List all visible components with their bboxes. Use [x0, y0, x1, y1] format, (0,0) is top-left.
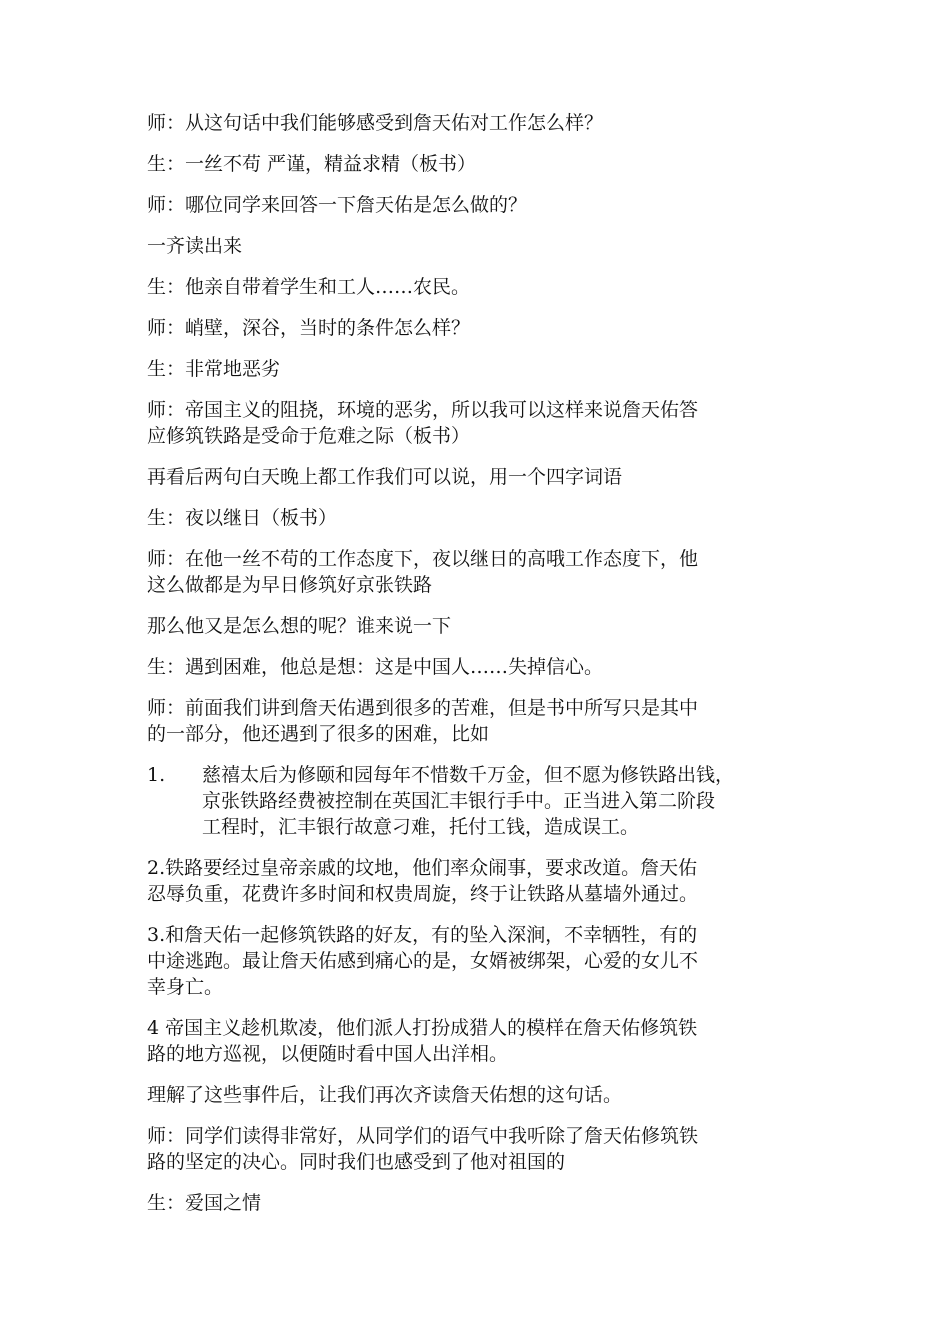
paragraph: [147, 356, 807, 382]
text-line: 生：爱国之情: [147, 1192, 262, 1214]
text-line: 生：一丝不苟 严谨，精益求精（板书）: [147, 153, 477, 175]
text-line: 师：前面我们讲到詹天佑遇到很多的苦难，但是书中所写只是其中: [147, 697, 699, 719]
text-line: 的一部分，他还遇到了很多的困难，比如: [147, 723, 490, 745]
text-line: 一齐读出来: [147, 235, 243, 257]
lesson-transcript: [147, 110, 807, 1231]
paragraph: [147, 613, 807, 639]
text-line: 生：遇到困难，他总是想：这是中国人……失掉信心。: [147, 656, 604, 678]
paragraph: [147, 1190, 807, 1216]
text-line: 师：从这句话中我们能够感受到詹天佑对工作怎么样？: [147, 112, 604, 134]
paragraph: [147, 546, 807, 598]
text-line: 4 帝国主义趁机欺凌，他们派人打扮成猎人的模样在詹天佑修筑铁: [147, 1017, 698, 1039]
numbered-item-4: [147, 1015, 807, 1067]
text-line: 3.和詹天佑一起修筑铁路的好友，有的坠入深涧，不幸牺牲，有的: [147, 924, 698, 946]
text-line: 应修筑铁路是受命于危难之际（板书）: [147, 425, 471, 447]
paragraph: [147, 1123, 807, 1175]
text-line: 路的地方巡视，以便随时看中国人出洋相。: [147, 1043, 509, 1065]
paragraph: [147, 1082, 807, 1108]
text-line: 2.铁路要经过皇帝亲戚的坟地，他们率众闹事，要求改道。詹天佑: [147, 857, 698, 879]
item-number: 1.: [147, 764, 166, 786]
numbered-item-2: [147, 855, 807, 907]
text-line: 那么他又是怎么想的呢？谁来说一下: [147, 615, 452, 637]
text-line: 路的坚定的决心。同时我们也感受到了他对祖国的: [147, 1151, 566, 1173]
paragraph: [147, 233, 807, 259]
paragraph: [147, 397, 807, 449]
text-line: 师：帝国主义的阻挠，环境的恶劣，所以我可以这样来说詹天佑答: [147, 399, 699, 421]
paragraph: [147, 654, 807, 680]
text-line: 生：夜以继日（板书）: [147, 507, 338, 529]
text-line: 师：在他一丝不苟的工作态度下，夜以继日的高哦工作态度下，他: [147, 548, 699, 570]
paragraph: [147, 695, 807, 747]
text-line: 中途逃跑。最让詹天佑感到痛心的是，女婿被绑架，心爱的女儿不: [147, 950, 699, 972]
paragraph: [147, 110, 807, 136]
text-line: 理解了这些事件后，让我们再次齐读詹天佑想的这句话。: [147, 1084, 623, 1106]
text-line: 生：非常地恶劣: [147, 358, 281, 380]
text-line: 慈禧太后为修颐和园每年不惜数千万金，但不愿为修铁路出钱，: [202, 764, 735, 786]
text-line: 京张铁路经费被控制在英国汇丰银行手中。正当进入第二阶段: [202, 790, 716, 812]
paragraph: [147, 505, 807, 531]
numbered-item-3: [147, 922, 807, 1000]
text-line: 幸身亡。: [147, 976, 224, 998]
text-line: 忍辱负重，花费许多时间和权贵周旋，终于让铁路从墓墙外通过。: [147, 883, 699, 905]
text-line: 这么做都是为早日修筑好京张铁路: [147, 574, 433, 596]
paragraph: [147, 315, 807, 341]
text-line: 生：他亲自带着学生和工人……农民。: [147, 276, 471, 298]
text-line: 师：哪位同学来回答一下詹天佑是怎么做的？: [147, 194, 528, 216]
paragraph: [147, 274, 807, 300]
paragraph: [147, 192, 807, 218]
text-line: 师：同学们读得非常好，从同学们的语气中我听除了詹天佑修筑铁: [147, 1125, 699, 1147]
paragraph: [147, 464, 807, 490]
paragraph: [147, 151, 807, 177]
text-line: 工程时，汇丰银行故意刁难，托付工钱，造成误工。: [202, 816, 640, 838]
text-line: 师：峭壁，深谷，当时的条件怎么样？: [147, 317, 471, 339]
text-line: 再看后两句白天晚上都工作我们可以说，用一个四字词语: [147, 466, 623, 488]
numbered-item-1: [147, 762, 807, 840]
